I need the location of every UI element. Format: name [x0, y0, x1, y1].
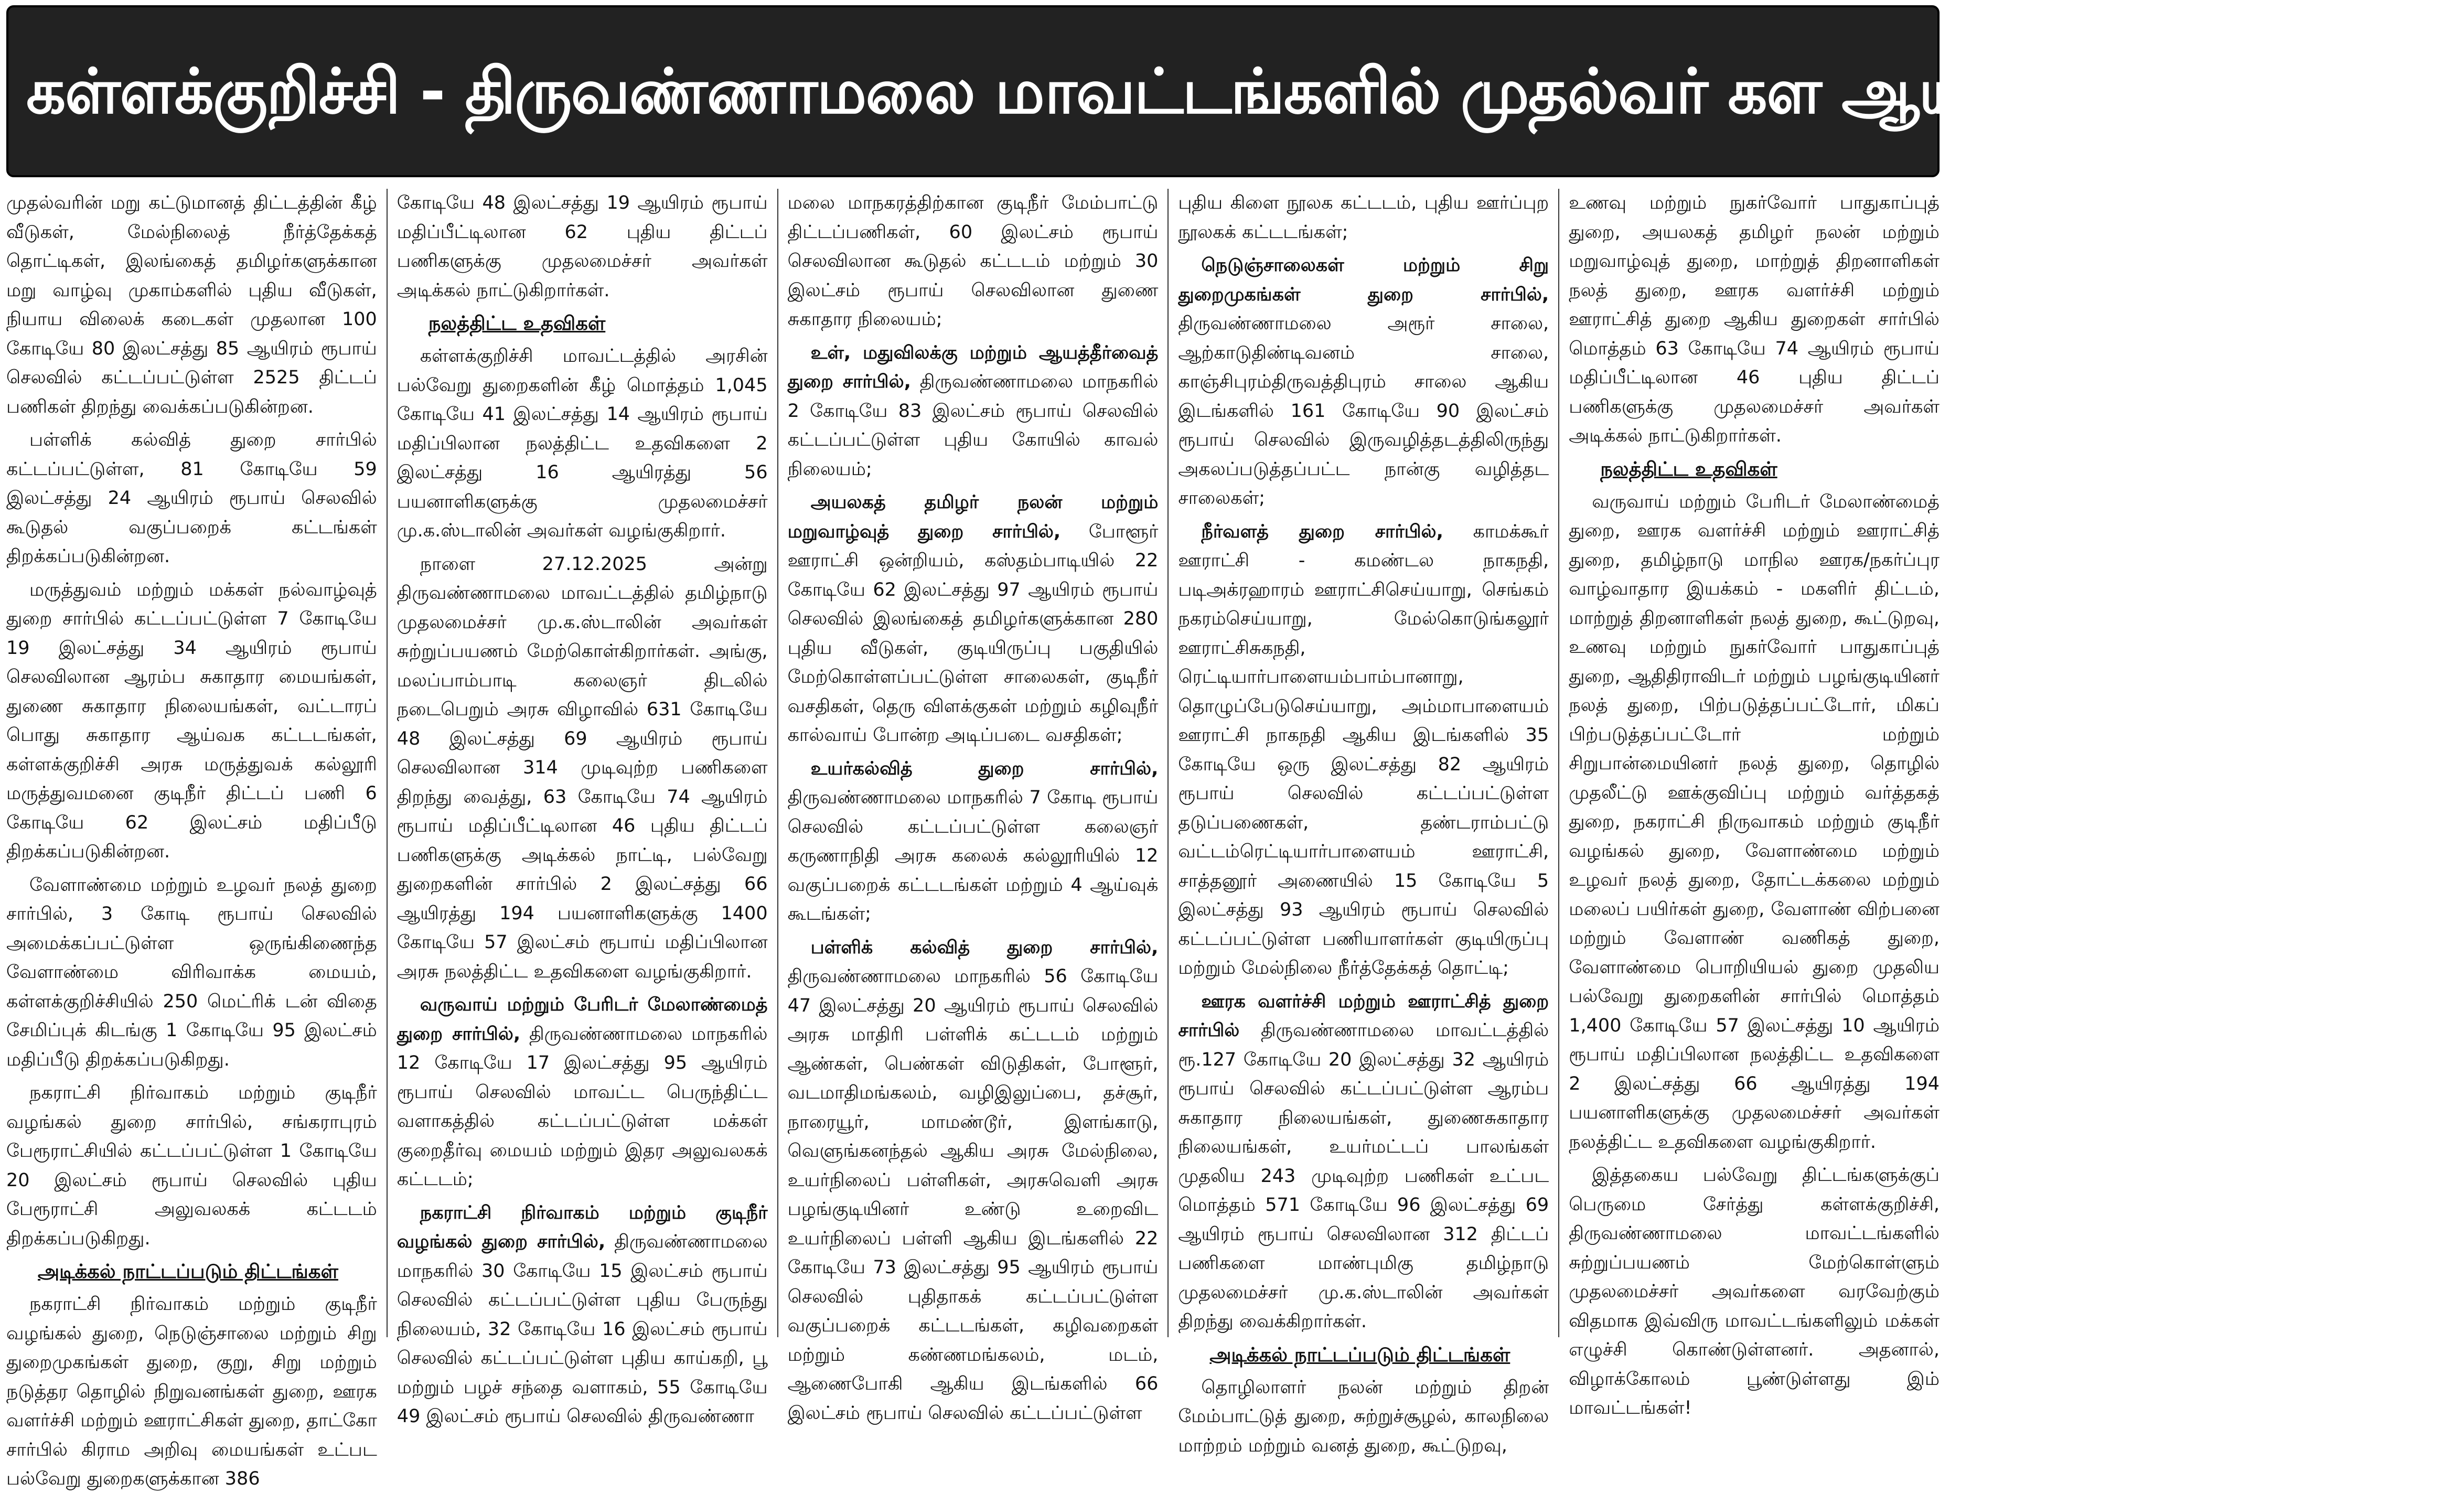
- section-heading: அடிக்கல் நாட்டப்படும் திட்டங்கள்: [1209, 1343, 1510, 1366]
- column-divider: [1558, 189, 1559, 1337]
- paragraph-lead: வருவாய் மற்றும் பேரிடர் மேலாண்மைத் துறை சார்பில்,: [397, 994, 768, 1045]
- paragraph: [788, 755, 1159, 929]
- paragraph-body: திருவண்ணாமலை மாவட்டத்தில் ரூ.127 கோடியே 20 இலட்சத்து 32 ஆயிரம் ரூபாய் செலவில் கட்டப்பட்டுள்ள ஆரம்ப சுகாதார நிலையங்கள், துணைசுகாதார நிலையங்கள், உயர்மட்டப் பாலங்கள் முதலிய 243 முடிவுற்ற பணிகள் உட்பட மொத்தம் 571 கோடியே 96 இலட்சத்து 69 ஆயிரம் ரூபாய் செலவிலான 312 திட்டப் பணிகளை மாண்புமிகு தமிழ்நாடு முதலமைச்சர் மு.க.ஸ்டாலின் அவர்கள் திறந்து வைக்கிறார்கள்.: [1178, 1020, 1549, 1332]
- paragraph-lead: உள், மதுவிலக்கு மற்றும் ஆயத்தீர்வைத் துறை சார்பில்,: [787, 342, 1159, 392]
- section-heading: நலத்திட்ட உதவிகள்: [1600, 457, 1777, 480]
- paragraph-lead: நகராட்சி நிர்வாகம் மற்றும் குடிநீர் வழங்கல் துறை சார்பில்,: [397, 1202, 768, 1252]
- paragraph: உணவு மற்றும் நுகர்வோர் பாதுகாப்புத் துறை, அயலகத் தமிழர் நலன் மற்றும் மறுவாழ்வுத் துறை, மாற்றுத் திறனாளிகள் நலத் துறை, ஊரக வளர்ச்சி மற்றும் ஊராட்சித் துறை ஆகிய துறைகள் சார்பில் மொத்தம் 63 கோடியே 74 ஆயிரம் ரூபாய் மதிப்பீட்டிலான 46 புதிய திட்டப் பணிகளுக்கு முதலமைச்சர் அவர்கள் அடிக்கல் நாட்டுகிறார்கள்.: [1569, 192, 1940, 446]
- section-heading: நலத்திட்ட உதவிகள்: [428, 312, 606, 335]
- paragraph: [1178, 518, 1549, 983]
- paragraph: பள்ளிக் கல்வித் துறை சார்பில் கட்டப்பட்டுள்ள, 81 கோடியே 59 இலட்சத்து 24 ஆயிரம் ரூபாய் செலவில் கூடுதல் வகுப்பறைக் கட்டங்கள் திறக்கப்படுகின்றன.: [6, 429, 377, 567]
- paragraph: முதல்வரின் மறு கட்டுமானத் திட்டத்தின் கீழ் வீடுகள், மேல்நிலைத் நீர்த்தேக்கத் தொட்டிகள், இலங்கைத் தமிழர்களுக்கான மறு வாழ்வு முகாம்களில் புதிய வீடுகள், நியாய விலைக் கடைகள் முதலான 100 கோடியே 80 இலட்சத்து 85 ஆயிரம் ரூபாய் செலவில் கட்டப்பட்டுள்ள 2525 திட்டப் பணிகள் திறந்து வைக்கப்படுகின்றன.: [6, 192, 377, 417]
- paragraph: [1178, 987, 1549, 1337]
- paragraph: [1178, 251, 1549, 513]
- article-column-3: [787, 189, 1159, 1424]
- article-column-5: [1569, 189, 1940, 1418]
- paragraph-body: திருவண்ணாமலை மாநகரில் 30 கோடியே 15 இலட்சம் ரூபாய் செலவில் கட்டப்பட்டுள்ள புதிய பேருந்து நிலையம், 32 கோடியே 16 இலட்சம் ரூபாய் செலவில் கட்டப்பட்டுள்ள புதிய காய்கறி, பூ மற்றும் பழச் சந்தை வளாகம், 55 கோடியே 49 இலட்சம் ரூபாய் செலவில் திருவண்ணா: [397, 1231, 768, 1427]
- paragraph: [788, 488, 1159, 750]
- headline-banner: [6, 5, 2464, 177]
- headline-continuation: முதல் பக்கத் தொடர்ச்சி!: [2117, 73, 2464, 110]
- paragraph-lead: நெடுஞ்சாலைகள் மற்றும் சிறு துறைமுகங்கள் துறை சார்பில்,: [1178, 255, 1549, 305]
- paragraph: [397, 1199, 768, 1432]
- paragraph: நகராட்சி நிர்வாகம் மற்றும் குடிநீர் வழங்கல் துறை, நெடுஞ்சாலை மற்றும் சிறு துறைமுகங்கள் துறை, குறு, சிறு மற்றும் நடுத்தர தொழில் நிறுவனங்கள் துறை, ஊரக வளர்ச்சி மற்றும் ஊராட்சிகள் துறை, தாட்கோ சார்பில் கிராம அறிவு மையங்கள் உட்பட பல்வேறு துறைகளுக்கான 386: [6, 1294, 377, 1489]
- section-heading: அடிக்கல் நாட்டப்படும் திட்டங்கள்: [38, 1260, 338, 1283]
- paragraph-lead: நீர்வளத் துறை சார்பில்,: [1201, 521, 1443, 542]
- paragraph: வருவாய் மற்றும் பேரிடர் மேலாண்மைத் துறை, ஊரக வளர்ச்சி மற்றும் ஊராட்சித் துறை, தமிழ்நாடு மாநில ஊரக/நகர்ப்புர வாழ்வாதார இயக்கம் - மகளிர் திட்டம், மாற்றுத் திறனாளிகள் நலத் துறை, கூட்டுறவு, உணவு மற்றும் நுகர்வோர் பாதுகாப்புத் துறை, ஆதிதிராவிடர் மற்றும் பழங்குடியினர் நலத் துறை, பிற்படுத்தப்பட்டோர், மிகப் பிற்படுத்தப்பட்டோர் மற்றும் சிறுபான்மையினர் நலத் துறை, தொழில் முதலீட்டு ஊக்குவிப்பு மற்றும் வர்த்தகத் துறை, நகராட்சி நிருவாகம் மற்றும் குடிநீர் வழங்கல் துறை, வேளாண்மை மற்றும் உழவர் நலத் துறை, தோட்டக்கலை மற்றும் மலைப் பயிர்கள் துறை, வேளாண் விற்பனை மற்றும் வேளாண் வணிகத் துறை, வேளாண்மை பொறியியல் துறை முதலிய பல்வேறு துறைகளின் சார்பில் மொத்தம் 1,400 கோடியே 57 இலட்சத்து 10 ஆயிரம் ரூபாய் மதிப்பிலான நலத்திட்ட உதவிகளை 2 இலட்சத்து 66 ஆயிரத்து 194 பயனாளிகளுக்கு முதலமைச்சர் அவர்கள் நலத்திட்ட உதவிகளை வழங்குகிறார்.: [1569, 491, 1940, 1153]
- paragraph-body: திருவண்ணாமலை மாநகரில் 2 கோடியே 83 இலட்சம் ரூபாய் செலவில் கட்டப்பட்டுள்ள புதிய கோயில் காவல் நிலையம்;: [787, 371, 1159, 480]
- paragraph-lead: அயலகத் தமிழர் நலன் மற்றும் மறுவாழ்வுத் துறை சார்பில்,: [787, 492, 1159, 542]
- column-divider: [1167, 189, 1169, 1337]
- article-column-2: [397, 189, 768, 1427]
- paragraph-lead: ஊரக வளர்ச்சி மற்றும் ஊராட்சித் துறை சார்பில்: [1178, 991, 1549, 1041]
- paragraph: மலை மாநகரத்திற்கான குடிநீர் மேம்பாட்டு திட்டப்பணிகள், 60 இலட்சம் ரூபாய் செலவிலான கூடுதல் கட்டடம் மற்றும் 30 இலட்சம் ரூபாய் செலவிலான துணை சுகாதார நிலையம்;: [787, 192, 1159, 330]
- paragraph: இத்தகைய பல்வேறு திட்டங்களுக்குப் பெருமை சேர்த்து கள்ளக்குறிச்சி, திருவண்ணாமலை மாவட்டங்களில் சுற்றுப்பயணம் மேற்கொள்ளும் முதலமைச்சர் அவர்களை வரவேற்கும் விதமாக இவ்விரு மாவட்டங்களிலும் மக்கள் எழுச்சி கொண்டுள்ளனர். அதனால், விழாக்கோலம் பூண்டுள்ளது இம் மாவட்டங்கள்!: [1569, 1165, 1940, 1418]
- paragraph-body: திருவண்ணாமலை மாநகரில் 7 கோடி ரூபாய் செலவில் கட்டப்பட்டுள்ள கலைஞர் கருணாநிதி அரசு கலைக் கல்லூரியில் 12 வகுப்பறைக் கட்டடங்கள் மற்றும் 4 ஆய்வுக் கூடங்கள்;: [787, 787, 1159, 925]
- headline-title: கள்ளக்குறிச்சி - திருவண்ணாமலை மாவட்டங்களில் முதல்வர் கள ஆய்வு!…: [26, 55, 2117, 127]
- paragraph: நகராட்சி நிர்வாகம் மற்றும் குடிநீர் வழங்கல் துறை சார்பில், சங்கராபுரம் பேரூராட்சியில் கட்டப்பட்டுள்ள 1 கோடியே 20 இலட்சம் ரூபாய் செலவில் புதிய பேரூராட்சி அலுவலகக் கட்டடம் திறக்கப்படுகிறது.: [6, 1082, 377, 1249]
- paragraph-lead: பள்ளிக் கல்வித் துறை சார்பில்,: [810, 937, 1159, 958]
- article-columns: [6, 189, 1940, 1489]
- paragraph: வேளாண்மை மற்றும் உழவர் நலத் துறை சார்பில், 3 கோடி ரூபாய் செலவில் அமைக்கப்பட்டுள்ள ஒருங்கிணைந்த வேளாண்மை விரிவாக்க மையம், கள்ளக்குறிச்சியில் 250 மெட்ரிக் டன் விதை சேமிப்புக் கிடங்கு 1 கோடியே 95 இலட்சம் மதிப்பீடு திறக்கப்படுகிறது.: [6, 874, 377, 1070]
- paragraph: [397, 991, 768, 1195]
- paragraph-body: திருவண்ணாமலை அரூர் சாலை, ஆற்காடுதிண்டிவனம் சாலை, காஞ்சிபுரம்திருவத்திபுரம் சாலை ஆகிய இடங்களில் 161 கோடியே 90 இலட்சம் ரூபாய் செலவில் இருவழித்தடத்திலிருந்து அகலப்படுத்தப்பட்ட நான்கு வழித்தட சாலைகள்;: [1178, 313, 1549, 509]
- paragraph: புதிய கிளை நூலக கட்டடம், புதிய ஊர்ப்புற நூலகக் கட்டடங்கள்;: [1178, 192, 1549, 243]
- column-divider: [777, 189, 778, 1337]
- paragraph-body: காமக்கூர் ஊராட்சி - கமண்டல நாகநதி, படிஅக்ரஹாரம் ஊராட்சிசெய்யாறு, செங்கம் நகரம்செய்யாறு, மேல்கொடுங்கலூர் ஊராட்சிசுகநதி, ரெட்டியார்பாளையம்பாம்பானாறு, தொழுப்பேடுசெய்யாறு, அம்மாபாளையம் ஊராட்சி நாகநதி ஆகிய இடங்களில் 35 கோடியே ஒரு இலட்சத்து 82 ஆயிரம் ரூபாய் செலவில் கட்டப்பட்டுள்ள தடுப்பணைகள், தண்டராம்பட்டு வட்டம்ரெட்டியார்பாளையம் ஊராட்சி, சாத்தனூர் அணையில் 15 கோடியே 5 இலட்சத்து 93 ஆயிரம் ரூபாய் செலவில் கட்டப்பட்டுள்ள பணியாளர்கள் குடியிருப்பு மற்றும் மேல்நிலை நீர்த்தேக்கத் தொட்டி;: [1178, 521, 1549, 979]
- paragraph: தொழிலாளர் நலன் மற்றும் திறன் மேம்பாட்டுத் துறை, சுற்றுச்சூழல், காலநிலை மாற்றம் மற்றும் வனத் துறை, கூட்டுறவு,: [1178, 1377, 1549, 1456]
- article-column-4: [1178, 189, 1549, 1456]
- paragraph-body: திருவண்ணாமலை மாநகரில் 56 கோடியே 47 இலட்சத்து 20 ஆயிரம் ரூபாய் செலவில் அரசு மாதிரி பள்ளிக் கட்டடம் மற்றும் ஆண்கள், பெண்கள் விடுதிகள், போளூர், வடமாதிமங்கலம், வழிஇலுப்பை, தச்சூர், நாரையூர், மாமண்டூர், இளங்காடு, வெளுங்கனந்தல் ஆகிய அரசு மேல்நிலை, உயர்நிலைப் பள்ளிகள், அரசுவெளி அரசு பழங்குடியினர் உண்டு உறைவிட உயர்நிலைப் பள்ளி ஆகிய இடங்களில் 22 கோடியே 73 இலட்சத்து 95 ஆயிரம் ரூபாய் செலவில் புதிதாகக் கட்டப்பட்டுள்ள வகுப்பறைக் கட்டடங்கள், கழிவறைகள் மற்றும் கண்ணமங்கலம், மடம், ஆணைபோகி ஆகிய இடங்களில் 66 இலட்சம் ரூபாய் செலவில் கட்டப்பட்டுள்ள: [787, 966, 1159, 1424]
- paragraph: கள்ளக்குறிச்சி மாவட்டத்தில் அரசின் பல்வேறு துறைகளின் கீழ் மொத்தம் 1,045 கோடியே 41 இலட்சத்து 14 ஆயிரம் ரூபாய் மதிப்பிலான நலத்திட்ட உதவிகளை 2 இலட்சத்து 16 ஆயிரத்து 56 பயனாளிகளுக்கு முதலமைச்சர் மு.க.ஸ்டாலின் அவர்கள் வழங்குகிறார்.: [397, 346, 768, 541]
- paragraph-body: திருவண்ணாமலை மாநகரில் 12 கோடியே 17 இலட்சத்து 95 ஆயிரம் ரூபாய் செலவில் மாவட்ட பெருந்திட்ட வளாகத்தில் கட்டப்பட்டுள்ள மக்கள் குறைதீர்வு மையம் மற்றும் இதர அலுவலகக் கட்டடம்;: [397, 1023, 768, 1190]
- paragraph-lead: உயர்கல்வித் துறை சார்பில்,: [810, 758, 1159, 779]
- paragraph: [788, 933, 1159, 1428]
- paragraph: கோடியே 48 இலட்சத்து 19 ஆயிரம் ரூபாய் மதிப்பீட்டிலான 62 புதிய திட்டப் பணிகளுக்கு முதலமைச்சர் அவர்கள் அடிக்கல் நாட்டுகிறார்கள்.: [397, 192, 768, 301]
- paragraph-body: போளூர் ஊராட்சி ஒன்றியம், கஸ்தம்பாடியில் 22 கோடியே 62 இலட்சத்து 97 ஆயிரம் ரூபாய் செலவில் இலங்கைத் தமிழர்களுக்கான 280 புதிய வீடுகள், குடியிருப்பு பகுதியில் மேற்கொள்ளப்பட்டுள்ள சாலைகள், குடிநீர் வசதிகள், தெரு விளக்குகள் மற்றும் கழிவுநீர் கால்வாய் போன்ற அடிப்படை வசதிகள்;: [787, 521, 1159, 746]
- paragraph: [788, 339, 1159, 485]
- article-column-1: [6, 189, 377, 1489]
- column-divider: [387, 189, 388, 1337]
- paragraph: மருத்துவம் மற்றும் மக்கள் நல்வாழ்வுத் துறை சார்பில் கட்டப்பட்டுள்ள 7 கோடியே 19 இலட்சத்து 34 ஆயிரம் ரூபாய் செலவிலான ஆரம்ப சுகாதார மையங்கள், துணை சுகாதார நிலையங்கள், வட்டாரப் பொது சுகாதார ஆய்வக கட்டடங்கள், கள்ளக்குறிச்சி அரசு மருத்துவக் கல்லூரி மருத்துவமனை குடிநீர் திட்டப் பணி 6 கோடியே 62 இலட்சம் மதிப்பீடு திறக்கப்படுகின்றன.: [6, 579, 377, 862]
- paragraph: நாளை 27.12.2025 அன்று திருவண்ணாமலை மாவட்டத்தில் தமிழ்நாடு முதலமைச்சர் மு.க.ஸ்டாலின் அவர்கள் சுற்றுப்பயணம் மேற்கொள்கிறார்கள். அங்கு, மலப்பாம்பாடி கலைஞர் திடலில் நடைபெறும் அரசு விழாவில் 631 கோடியே 48 இலட்சத்து 69 ஆயிரம் ரூபாய் செலவிலான 314 முடிவுற்ற பணிகளை திறந்து வைத்து, 63 கோடியே 74 ஆயிரம் ரூபாய் மதிப்பீட்டிலான 46 புதிய திட்டப் பணிகளுக்கு அடிக்கல் நாட்டி, பல்வேறு துறைகளின் சார்பில் 2 இலட்சத்து 66 ஆயிரத்து 194 பயனாளிகளுக்கு 1400 கோடியே 57 இலட்சம் ரூபாய் மதிப்பிலான அரசு நலத்திட்ட உதவிகளை வழங்குகிறார்.: [397, 553, 768, 982]
